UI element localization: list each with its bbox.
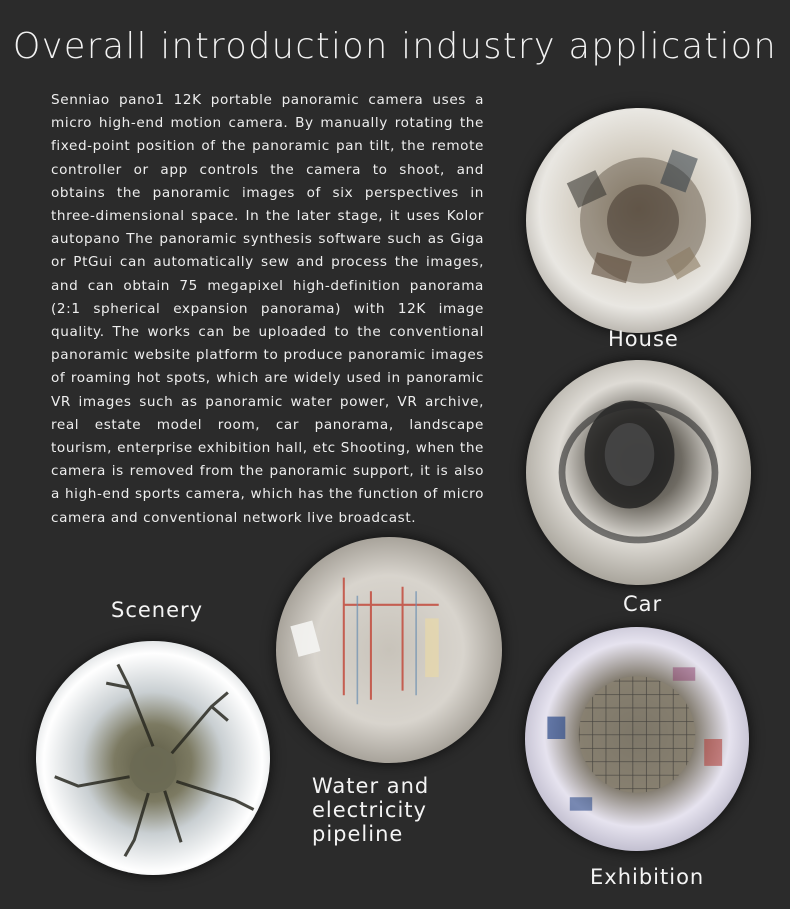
- water-electricity-panorama-image: [276, 537, 502, 763]
- page-title: Overall introduction industry application: [12, 26, 778, 67]
- house-label: House: [608, 327, 679, 351]
- house-panorama-image: [526, 108, 751, 333]
- scenery-label: Scenery: [111, 598, 204, 622]
- water-electricity-label: Water and electricity pipeline: [312, 774, 430, 846]
- exhibition-label: Exhibition: [590, 865, 705, 889]
- scenery-panorama-image: [36, 641, 270, 875]
- car-label: Car: [623, 592, 663, 616]
- intro-paragraph: Senniao pano1 12K portable panoramic camera uses a micro high-end motion camera. By manually rotating the fixed-point position of the panoramic pan tilt, the remote controller or app controls the camera to shoot, and obtains the panoramic images of six perspectives in three-dimensional space. In the later stage, it uses Kolor autopano The panoramic synthesis software such as Giga or PtGui can automatically sew and process the images, and can obtain 75 megapixel high-definition panorama (2:1 spherical expansion panorama) with 12K image quality. The works can be uploaded to the conventional panoramic website platform to produce panoramic images of roaming hot spots, which are widely used in panoramic VR images such as panoramic water power, VR archive, real estate model room, car panorama, landscape tourism, enterprise exhibition hall, etc Shooting, when the camera is removed from the panoramic support, it is also a high-end sports camera, which has the function of micro camera and conventional network live broadcast.: [51, 92, 484, 526]
- exhibition-panorama-image: [525, 627, 749, 851]
- car-panorama-image: [526, 360, 751, 585]
